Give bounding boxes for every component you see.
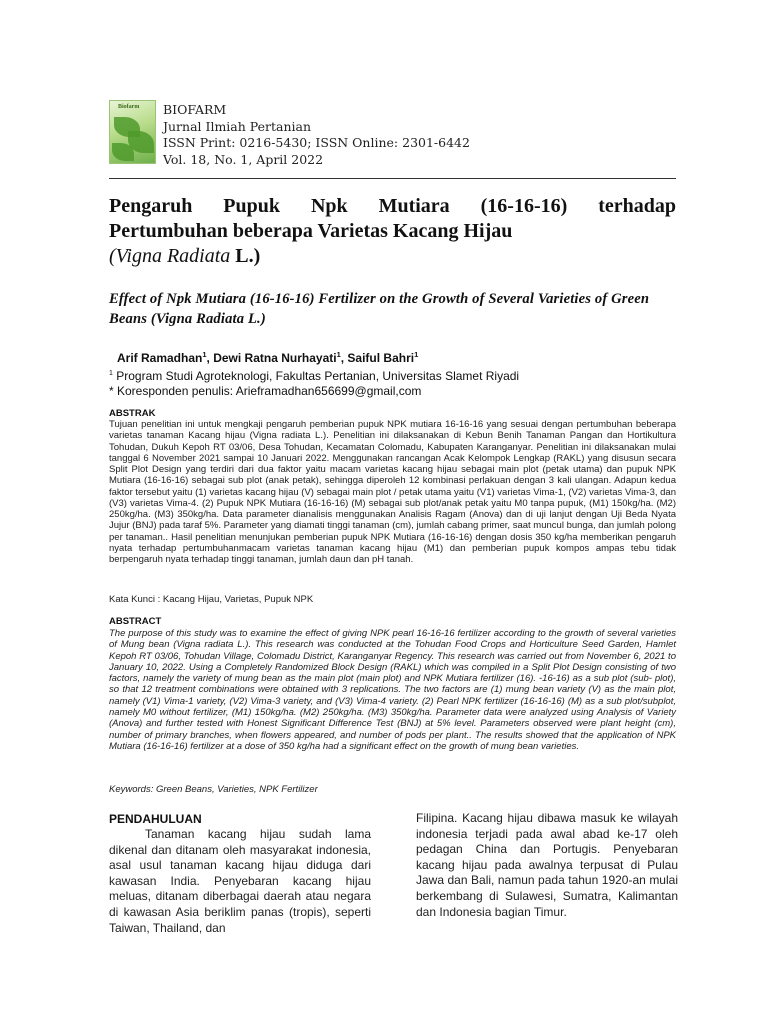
- abstrak-heading: ABSTRAK: [109, 408, 156, 419]
- author-sup: 1: [414, 350, 419, 359]
- keywords: Keywords: Green Beans, Varieties, NPK Fertilizer: [109, 784, 318, 795]
- author-separator: ,: [340, 351, 348, 365]
- abstract-text: The purpose of this study was to examine the effect of giving NPK pearl 16-16-16 fertilizer according to the growth of several varieties of Mung bean (Vigna radiata L.). This research was conducted at the Tohudan Food Crops and Horticulture Seed Garden, Hamlet Kepoh RT 03/06, Tohudan Village, Colomadu District, Karanganyar Regency. This research was carried out from November 6, 2021 to January 10, 2022. Using a Completely Randomized Block Design (RAKL) which was compiled in a Split Plot Design consisting of two factors, namely the variety of mung bean as the main plot (main plot) and NPK Mutiara fertilizer (16). -16-16) as a sub plot (sub- plot), so that 12 treatment combinations were obtained with 3 replications. The two factors are (1) mung bean variety (V) as the main plot, namely (V1) Vima-1 variety, (V2) Vima-3 variety, and (V3) Vima-4 variety. (2) Pearl NPK fertilizer (16-16-16) (M) as a sub plot/subplot, namely M0 without fertilizer, (M1) 150kg/ha. (M2) 250kg/ha. (M3) 350kg/ha. Parameter data were analyzed using Analysis of Variety (Anova) and further tested with Honest Significant Difference Test (BNJ) at 5% level. Parameters observed were plant height (cm), number of primary branches, when flowers appeared, and number of pods per plant.. The results showed that the application of NPK Mutiara (16-16-16) fertilizer at a dose of 350 kg/ha had a significant effect on the growth of mung bean varieties.: [109, 628, 676, 752]
- author-name: Saiful Bahri: [347, 351, 415, 365]
- journal-info: [163, 102, 470, 168]
- author-separator: ,: [206, 351, 214, 365]
- leaf-icon: [112, 143, 134, 161]
- journal-subtitle: Jurnal Ilmiah Pertanian: [163, 118, 312, 134]
- journal-name: BIOFARM: [163, 102, 227, 117]
- section-heading-pendahuluan: PENDAHULUAN: [109, 812, 202, 826]
- paper-title: [109, 194, 676, 269]
- affiliation-text: Program Studi Agroteknologi, Fakultas Pertanian, Universitas Slamet Riyadi: [112, 369, 520, 383]
- author-list: [117, 350, 418, 365]
- author-name: Arif Ramadhan: [117, 351, 203, 365]
- abstract-heading: ABSTRACT: [109, 616, 162, 627]
- journal-logo: [109, 100, 156, 164]
- journal-volume: Vol. 18, No. 1, April 2022: [163, 151, 324, 167]
- journal-logo-text: Biofarm: [118, 104, 140, 110]
- abstrak-text: Tujuan penelitian ini untuk mengkaji pengaruh pemberian pupuk NPK mutiara 16-16-16 yang sesuai dengan pertumbuhan beberapa varietas tanaman Kacang hijau (Vigna radiata L.). Penelitian ini dilaksanakan di Kebun Benih Tanaman Pangan dan Hortikultura Tohudan, Dukuh Kepoh RT 03/06, Desa Tohudan, Kecamatan Colomadu, Kabupaten Karanganyar. Penelitian ini dilaksanakan mulai tanggal 6 November 2021 sampai 10 Januari 2022. Menggunakan rancangan Acak Kelompok Lengkap (RAKL) yang disusun secara Split Plot Design yang terdiri dari dua faktor yaitu macam varietas kacang hijau sebagai main plot (petak utama) dan pupuk NPK Mutiara (16-16-16) sebagai sub plot (anak petak), sehingga diperoleh 12 kombinasi perlakuan dengan 3 kali ulangan. Adapun kedua faktor tersebut yaitu (1) varietas kacang hijau (V) sebagai main plot / petak utama yaitu (V1) varietas Vima-1, (V2) varietas Vima-3, dan (V3) varietas Vima-4. (2) Pupuk NPK Mutiara (16-16-16) (M) sebagai sub plot/anak petak yaitu M0 tanpa pupuk, (M1) 150kg/ha. (M2) 250kg/ha. (M3) 350kg/ha. Data parameter dianalisis menggunakan Analisis Ragam (Anova) dan di uji lanjut dengan Uji Beda Nyata Jujur (BNJ) pada taraf 5%. Parameter yang diamati tinggi tanaman (cm), jumlah cabang primer, saat muncul bunga, dan jumlah polong per tanaman.. Hasil penelitian menunjukan pemberian pupuk NPK Mutiara (16-16-16) dengan dosis 350 kg/ha memberikan pengaruh nyata terhadap pertumbuhanmacam varietas tanaman kacang hijau (M1) dan pemberian pupuk kompos ampas tebu tidak berpengaruh nyata terhadap tinggi tanaman, jumlah daun dan pH tanah.: [109, 419, 676, 565]
- body-column-right: Filipina. Kacang hijau dibawa masuk ke wilayah indonesia terjadi pada awal abad ke-17 oleh pedagan China dan Portugis. Penyebaran kacang hijau pada awalnya terpusat di Pulau Jawa dan Bali, namun pada tahun 1920-an mulai berkembang di Sulawesi, Sumatra, Kalimantan dan Indonesia bagian Timur.: [416, 811, 678, 919]
- affiliations: [109, 366, 519, 399]
- paper-title-sci-close: L.): [230, 245, 261, 267]
- header-divider: [109, 178, 676, 179]
- body-column-left: Tanaman kacang hijau sudah lama dikenal dan ditanam oleh masyarakat indonesia, asal usul tanaman kacang hijau diduga dari kawasan India. Penyebaran kacang hijau meluas, ditanam diberbagai daerah atau negara di kawasan Asia beriklim panas (tropis), seperti Taiwan, Thailand, dan: [109, 827, 371, 935]
- corresponding-author: * Koresponden penulis: Arieframadhan656699@gmail,com: [109, 384, 422, 398]
- author-name: Dewi Ratna Nurhayati: [213, 351, 337, 365]
- paper-title-english: Effect of Npk Mutiara (16-16-16) Fertilizer on the Growth of Several Varieties of Green Beans (Vigna Radiata L.): [109, 291, 650, 327]
- journal-issn: ISSN Print: 0216-5430; ISSN Online: 2301-6442: [163, 135, 470, 150]
- author-sup: 1: [202, 350, 207, 359]
- paper-title-sci-name: Vigna Radiata: [115, 245, 231, 267]
- paper-title-sci-open: (: [109, 245, 116, 267]
- kata-kunci: Kata Kunci : Kacang Hijau, Varietas, Pupuk NPK: [109, 594, 314, 605]
- affiliation-program: [109, 366, 519, 384]
- author-sup: 1: [336, 350, 341, 359]
- paper-title-line2: Pertumbuhan beberapa Varietas Kacang Hijau: [109, 220, 513, 242]
- paper-title-line1: Pengaruh Pupuk Npk Mutiara (16-16-16) terhadap: [109, 195, 676, 217]
- affiliation-sup: 1: [109, 370, 113, 377]
